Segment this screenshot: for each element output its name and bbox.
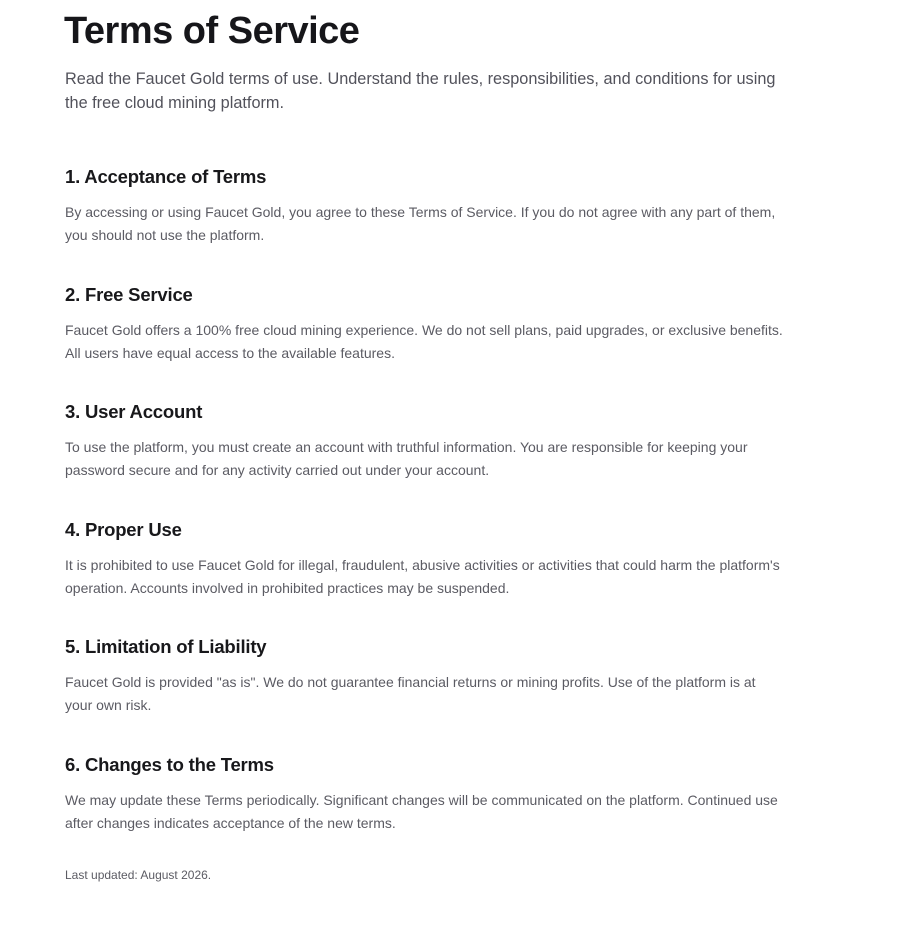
section-heading: 3. User Account [65,401,203,422]
section-heading: 2. Free Service [65,284,193,305]
section-changes-to-terms [65,752,785,834]
section-body: To use the platform, you must create an account with truthful information. You are responsible for keeping your password secure and for any activity carried out under your account. [65,439,748,478]
section-body: We may update these Terms periodically. Significant changes will be communicated on the platform. Continued use after changes indicates acceptance of the new terms. [65,792,778,831]
section-heading: 5. Limitation of Liability [65,636,267,657]
last-updated-note: Last updated: August 2026. [65,868,212,882]
section-body: Faucet Gold offers a 100% free cloud mining experience. We do not sell plans, paid upgrades, or exclusive benefits. All users have equal access to the available features. [65,322,783,361]
section-free-service [65,282,785,364]
section-body: Faucet Gold is provided "as is". We do not guarantee financial returns or mining profits. Use of the platform is at your own risk. [65,674,756,713]
section-heading: 6. Changes to the Terms [65,754,274,775]
section-acceptance-of-terms [65,164,785,246]
section-body: By accessing or using Faucet Gold, you agree to these Terms of Service. If you do not agree with any part of them, you should not use the platform. [65,204,776,243]
section-user-account [65,399,785,481]
page-title: Terms of Service [64,10,360,52]
section-limitation-of-liability [65,634,785,716]
page-intro: Read the Faucet Gold terms of use. Understand the rules, responsibilities, and conditions for using the free cloud mining platform. [65,70,776,112]
section-heading: 4. Proper Use [65,519,182,540]
section-body: It is prohibited to use Faucet Gold for illegal, fraudulent, abusive activities or activities that could harm the platform's operation. Accounts involved in prohibited practices may be suspended. [65,557,780,596]
section-proper-use [65,517,785,599]
section-heading: 1. Acceptance of Terms [65,166,267,187]
